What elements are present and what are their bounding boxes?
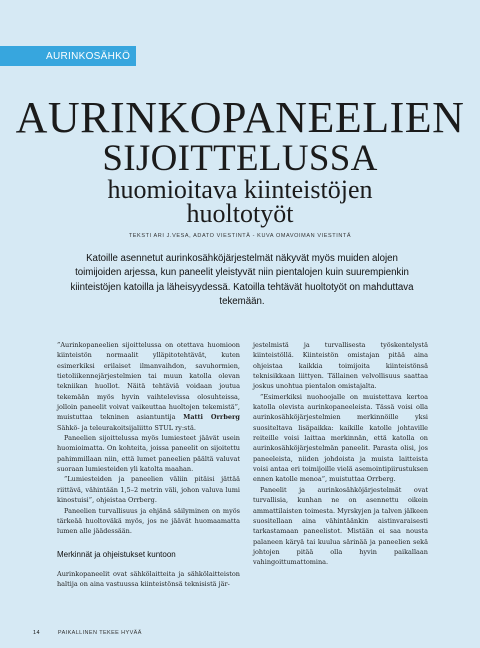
article-subtitle-line-1: huomioitava kiinteistöjen — [107, 175, 373, 204]
lead-paragraph: Katoille asennetut aurinkosähköjärjestelmät näkyvät myös muiden alojen toimijoiden arjessa, kun paneelit yleistyvät niin pientalojen kuin suurempienkin kiinteistöjen katoilla ja läheisyydessä. Katoilla tehtävät huoltotyöt on mahduttava tekemään. — [70, 253, 414, 308]
body-paragraph: Paneelien sijoittelussa myös lumiesteet jäävät usein huomioimatta. On kohteita, joissa paneelit on sijoitettu pahimmillaan niin, että lumet paneelien päältä valuvat suoraan lumiesteiden yli katolta maahan. — [57, 434, 240, 474]
article-title-line-1: AURINKOPANEELIEN — [15, 93, 465, 142]
body-paragraph: Aurinkopaneelit ovat sähkölaitteita ja sähkölaitteiston haltija on aina vastuussa kiinteistönsä teknisistä jär- — [57, 569, 240, 589]
body-paragraph: Paneelien turvallisuus ja ehjänä säilyminen on myös tärkeää huoltoväkä myös, jos ne jäävät huomaamatta lumen alle jäädessään. — [57, 506, 240, 536]
body-column-left — [57, 340, 240, 590]
article-subtitle-line-2: huoltotyöt — [186, 199, 294, 228]
publication-name: PAIKALLINEN TEKEE HYVÄÄ — [57, 630, 142, 636]
page-number: 14 — [33, 630, 40, 636]
section-tag: AURINKOSÄHKÖ — [0, 46, 136, 66]
body-paragraph: ”Esimerkiksi nuohoojalle on muistettava kertoa katolla olevista aurinkopaneeleista. Tässä voisi olla aurinkosähköjärjestelmien merkinnöille yksi suositeltava lisäpaikka: kaikille katolle johtaville reiteille voisi laittaa merkinnän, että katolla on aurinkosähköjärjestelmän paneelit. Parasta olisi, jos paneeleista, niiden johdoista ja muista laitteista voisi antaa eri toimijoille vielä asemointipiirustuksen ennen katolle menoa”, muistuttaa Orrberg. — [253, 392, 428, 484]
byline: TEKSTI ARI J.VESA, ADATO VIESTINTÄ - KUVA OMAVOIMAN VIESTINTÄ — [128, 233, 352, 239]
section-subheading: Merkinnät ja ohjeistukset kuntoon — [57, 549, 176, 559]
body-paragraph: ”Lumiesteiden ja paneelien väliin pitäisi jättää riittävä, vähintään 1,5–2 metrin väli, johon valuva lumi kinostuisi”, ohjeistaa Orrberg. — [57, 475, 240, 505]
page-footer — [33, 630, 142, 636]
body-paragraph: Paneelit ja aurinkosähköjärjestelmät ovat turvallisia, kunhan ne on asennettu oikein ammattilaisten toimesta. Myrskyjen ja talven jälkeen suositellaan aina vähintäänkin aistinvaraisesti tarkastamaan paneelistot. Mistään ei saa nousta palaneen käryä tai kuulua särinää ja paneelien sekä johtojen pitää olla hyvin paikallaan vahingoittumattomina. — [253, 485, 428, 567]
expert-name: Matti Orrberg — [183, 413, 240, 422]
body-column-right — [253, 340, 428, 568]
article-title-line-2: SIJOITTELUSSA — [102, 138, 378, 179]
body-paragraph: ”Aurinkopaneelien sijoittelussa on otettava huomioon kiinteistön normaalit ylläpitotehtävät, kuten esimerkiksi erilaiset ilmanvaihdon, savuhormien, tietoliikennejärjestelmien tai muun katolla olevan tekniikan huollot. Näitä tehtäviä voidaan joutua tekemään myös hyvin vaihtelevissa olosuhteissa, jolloin paneelit voivat vaikeuttaa huoltojen tekemistä”, muistuttaa tekninen asiantuntija Matti Orrberg Sähkö- ja teleurakoitsijaliitto STUL ry:stä. — [57, 341, 240, 432]
body-paragraph: jestelmistä ja turvallisesta työskentelystä kiinteistöllä. Kiinteistön omistajan pitää aina ohjeistaa kaikkia toimijoita kiinteistönsä teknisikkaan liittyen. Tällainen velvollisuus saattaa joskus unohtua pientalon omistajalta. — [253, 341, 428, 391]
